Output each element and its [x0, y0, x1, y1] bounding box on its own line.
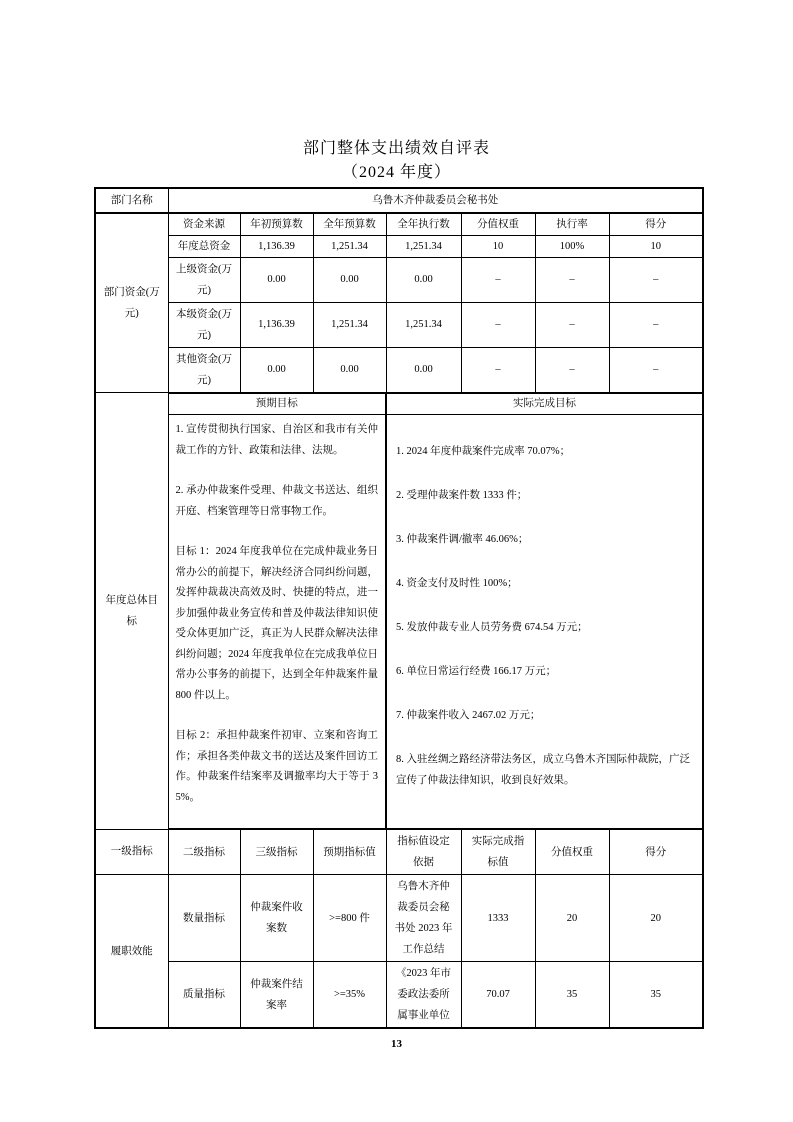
indicator-header-level3: 三级指标 [240, 829, 313, 875]
table-cell: 0.00 [313, 347, 386, 393]
table-cell: – [609, 347, 703, 393]
actual-item: 2. 受理仲裁案件数 1333 件； [396, 490, 528, 501]
actual-goals-text [386, 415, 703, 830]
dept-name-row [95, 188, 703, 213]
indicator-header-score: 得分 [609, 829, 703, 875]
table-cell: – [535, 257, 609, 302]
table-cell: 0.00 [313, 257, 386, 302]
expected-paragraph: 2. 承办仲裁案件受理、仲裁文书送达、组织开庭、档案管理等日常事物工作。 [175, 485, 378, 517]
funding-row-label: 部门资金(万元) [95, 213, 168, 393]
expected-paragraph: 1. 宣传贯彻执行国家、自治区和我市有关仲裁工作的方针、政策和法律、法规。 [175, 424, 378, 456]
indicator-header-row [95, 829, 703, 875]
table-cell: 10 [461, 235, 535, 257]
table-cell: 20 [535, 875, 609, 962]
table-cell: 35 [535, 962, 609, 1029]
funding-row-total [95, 235, 703, 257]
table-cell: 0.00 [240, 347, 313, 393]
row-label: 本级资金(万元) [168, 302, 240, 347]
funding-header-initial-budget: 年初预算数 [240, 213, 313, 235]
indicator-header-weight: 分值权重 [535, 829, 609, 875]
funding-header-score: 得分 [609, 213, 703, 235]
table-cell: 100% [535, 235, 609, 257]
table-cell: 1,251.34 [313, 302, 386, 347]
goals-expected-header: 预期目标 [168, 393, 386, 415]
table-cell: 0.00 [386, 257, 461, 302]
indicator-header-expected-value: 预期指标值 [313, 829, 386, 875]
table-cell: 0.00 [386, 347, 461, 393]
table-cell: 1,251.34 [386, 302, 461, 347]
actual-item: 3. 仲裁案件调/撤率 46.06%； [396, 534, 529, 545]
goals-body-row [95, 415, 703, 830]
expected-paragraph: 目标 2：承担仲裁案件初审、立案和咨询工作；承担各类仲裁文书的送达及案件回访工作。仲裁案件结案率及调撤率均大于等于 35%。 [175, 730, 378, 803]
row-label: 年度总资金 [168, 235, 240, 257]
table-cell: 0.00 [240, 257, 313, 302]
table-cell: 20 [609, 875, 703, 962]
table-cell: 1,251.34 [386, 235, 461, 257]
goals-header-row [95, 393, 703, 415]
table-cell: 35 [609, 962, 703, 1029]
table-cell: – [609, 257, 703, 302]
funding-header-row [95, 213, 703, 235]
dept-name-value: 乌鲁木齐仲裁委员会秘书处 [168, 188, 703, 213]
title-line-2: （2024 年度） [341, 164, 451, 181]
table-cell: 质量指标 [168, 962, 240, 1029]
table-cell: 10 [609, 235, 703, 257]
goals-row-label: 年度总体目标 [95, 393, 168, 830]
expected-paragraph: 目标 1：2024 年度我单位在完成仲裁业务日常办公的前提下，解决经济合同纠纷问题，发挥仲裁裁决高效及时、快捷的特点，进一步加强仲裁业务宣传和普及仲裁法律知识使受众体更加广泛，真正为人民群众解决法律纠纷问题；2024 年度我单位在完成我单位日常办公事务的前提下，达到全年仲裁案件量 800 件以上。 [175, 546, 378, 701]
actual-item: 1. 2024 年度仲裁案件完成率 70.07%； [396, 446, 571, 457]
table-cell: 70.07 [461, 962, 535, 1029]
title-line-1: 部门整体支出绩效自评表 [302, 140, 490, 157]
table-cell: 1,136.39 [240, 235, 313, 257]
performance-evaluation-table [94, 187, 704, 1029]
table-cell: 1,251.34 [313, 235, 386, 257]
indicator-header-basis: 指标值设定依据 [386, 829, 461, 875]
indicator-header-level2: 二级指标 [168, 829, 240, 875]
funding-row-local [95, 302, 703, 347]
indicator-row-quantity [95, 875, 703, 962]
table-cell: 乌鲁木齐仲裁委员会秘书处 2023 年工作总结 [386, 875, 461, 962]
dept-name-label: 部门名称 [95, 188, 168, 213]
row-label: 其他资金(万元) [168, 347, 240, 393]
funding-header-source: 资金来源 [168, 213, 240, 235]
actual-item: 5. 发放仲裁专业人员劳务费 674.54 万元； [396, 622, 588, 633]
table-cell: >=35% [313, 962, 386, 1029]
goals-actual-header: 实际完成目标 [386, 393, 703, 415]
indicator-header-level1: 一级指标 [95, 829, 168, 875]
table-cell: 1,136.39 [240, 302, 313, 347]
document-title [0, 137, 793, 185]
table-cell: – [535, 302, 609, 347]
row-label: 上级资金(万元) [168, 257, 240, 302]
funding-header-execution-rate: 执行率 [535, 213, 609, 235]
funding-header-weight: 分值权重 [461, 213, 535, 235]
indicator-header-actual-value: 实际完成指标值 [461, 829, 535, 875]
actual-item: 4. 资金支付及时性 100%； [396, 578, 518, 589]
funding-row-other [95, 347, 703, 393]
indicator-group-label: 履职效能 [95, 875, 168, 1029]
table-cell: – [609, 302, 703, 347]
table-cell: – [461, 302, 535, 347]
table-cell: >=800 件 [313, 875, 386, 962]
table-cell: 仲裁案件结案率 [240, 962, 313, 1029]
actual-item: 7. 仲裁案件收入 2467.02 万元； [396, 710, 541, 721]
actual-item: 8. 入驻丝绸之路经济带法务区，成立乌鲁木齐国际仲裁院，广泛宣传了仲裁法律知识，收到良好效果。 [396, 754, 690, 786]
page-number: 13 [391, 1038, 402, 1050]
funding-header-annual-budget: 全年预算数 [313, 213, 386, 235]
table-cell: – [535, 347, 609, 393]
actual-item: 6. 单位日常运行经费 166.17 万元； [396, 666, 557, 677]
table-cell: 数量指标 [168, 875, 240, 962]
expected-goals-text [168, 415, 386, 830]
funding-row-superior [95, 257, 703, 302]
table-cell: 1333 [461, 875, 535, 962]
indicator-row-quality [95, 962, 703, 1029]
table-cell: 《2023 年市委政法委所属事业单位 [386, 962, 461, 1029]
funding-header-annual-executed: 全年执行数 [386, 213, 461, 235]
table-cell: – [461, 347, 535, 393]
table-cell: – [461, 257, 535, 302]
table-cell: 仲裁案件收案数 [240, 875, 313, 962]
